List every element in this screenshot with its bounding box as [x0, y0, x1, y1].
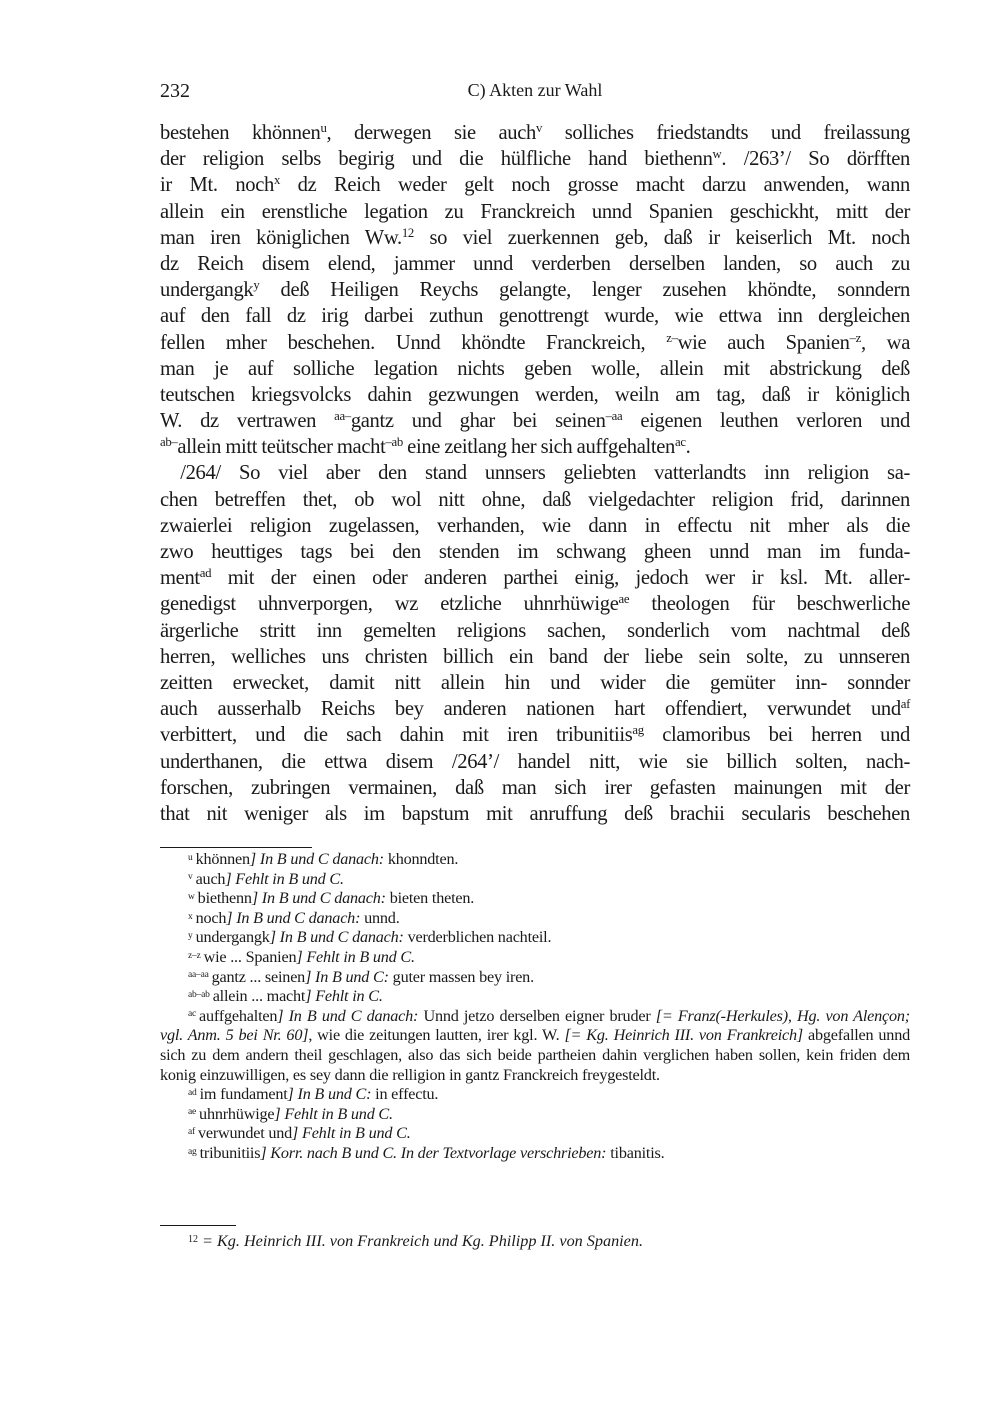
footnote-reference: 12: [401, 225, 414, 240]
footnote-reference: ae: [618, 592, 630, 607]
text-line: genedigst uhnverporgen, wz etzliche uhnrhüwige$^{ae}$ theologen für beschwerliche: [160, 592, 911, 616]
footnote-w: $^w$ biethenn] In B und C danach: bieten theten.: [188, 889, 475, 908]
footnote-ab–ab: $^{ab-ab}$ allein ... macht] Fehlt in C.: [188, 987, 383, 1006]
footnote-rule-numbers: [160, 1225, 236, 1226]
footnote-ad: $^{ad}$ im fundament] In B und C: in effectu.: [188, 1085, 439, 1104]
footnote-ac: $^{ac}$ auffgehalten] In B und C danach: Unnd jetzo derselben eigner bruder [= Franz(-Herkules), Hg. von Alençon; vgl. Anm. 5 bei Nr. 60], wie die zeitungen lautten, irer kgl. W. [= Kg. Heinrich III. von Frankreich] abgefallen unnd sich zu dem andern theil geschlagen, also das sich beide partheien dahin verglichen haben sollen, kein friden dem konig einzuwilligen, es sey dann die relligion in gantz Franckreich freygesteldt.: [160, 1006, 910, 1084]
text-line: auf den fall dz irig darbei zuthun genottrengt wurde, wie ettwa inn dergleichen: [160, 305, 910, 328]
text-line: forschen, zubringen vermainen, daß man sich irer gefasten mainungen mit der: [160, 776, 910, 799]
footnote-ag: $^{ag}$ tribunitiis] Korr. nach B und C. In der Textvorlage verschrieben: tibanitis.: [188, 1143, 665, 1162]
footnote-u: $^u$ khönnen] In B und C danach: khonndten.: [188, 850, 459, 868]
text-line: $^{ab-}$allein mitt teütscher macht$^{-ab}$ eine zeitlang her sich auffgehalten$^{ac}$.: [160, 435, 691, 459]
text-line: auch ausserhalb Reichs bey anderen nationen hart offendiert, verwundet und$^{af}$: [160, 697, 910, 721]
text-line: chen betreffen thet, ob wol nitt ohne, daß vielgedachter religion frid, darinnen: [160, 488, 910, 511]
footnote-mark: w: [188, 891, 195, 902]
footnote-reference: –z: [849, 330, 861, 345]
footnote-12: $^{12}$ = Kg. Heinrich III. von Frankreich und Kg. Philipp II. von Spanien.: [188, 1232, 644, 1250]
footnote-reference: ag: [632, 723, 644, 738]
footnote-reference: w: [712, 147, 722, 162]
footnote-reference: af: [900, 697, 910, 712]
footnote-reference: u: [320, 120, 327, 135]
footnote-mark: af: [188, 1127, 195, 1138]
footnote-mark: ag: [188, 1146, 197, 1157]
text-line: teutschen kriegsvolcks dahin gezwungen werden, weiln am tag, daß ir königlich: [160, 383, 910, 406]
text-line: zwaierlei religion zugelassen, verhanden, wie dann in effectu nit mher als die: [160, 514, 910, 537]
footnote-ae: $^{ae}$ uhnrhüwige] Fehlt in B und C.: [188, 1104, 393, 1123]
text-line: der religion selbs begirig und die hülfliche hand biethenn$^w$. /263’/ So dörfften: [160, 147, 910, 171]
text-line: ment$^{ad}$ mit der einen oder anderen parthei einig, jedoch wer ir ksl. Mt. aller-: [160, 566, 910, 590]
text-line: W. dz vertrawen $^{aa-}$gantz und ghar bei seinen$^{-aa}$ eigenen leuthen verloren und: [160, 409, 910, 433]
text-line: ärgerliche stritt inn gemelten religions sachen, sonderlich vom nachtmal deß: [160, 619, 910, 642]
footnote-reference: ac: [675, 435, 686, 450]
page-number: 232: [160, 80, 190, 102]
text-line: ir Mt. noch$^x$ dz Reich weder gelt noch grosse macht darzu anwenden, wann: [160, 173, 910, 197]
text-line: /264/ So viel aber den stand unnsers geliebten vatterlandts inn religion sa-: [160, 462, 910, 485]
footnote-aa–aa: $^{aa-aa}$ gantz ... seinen] In B und C: guter massen bey iren.: [188, 967, 534, 986]
text-line: zeitten erwecket, damit nitt allein hin und wider die gemüter inn- sonnder: [160, 671, 910, 694]
footnote-reference: aa–: [334, 409, 351, 424]
footnote-af: $^{af}$ verwundet und] Fehlt in B und C.: [188, 1124, 411, 1143]
footnote-rule-letters: [160, 847, 312, 848]
running-title: C) Akten zur Wahl: [467, 80, 603, 100]
text-line: that nit weniger als im bapstum mit anruffung deß brachii secularis beschehen: [160, 802, 910, 825]
footnote-mark: ab–ab: [188, 989, 210, 1000]
footnote-mark: ad: [188, 1087, 197, 1098]
text-line: verbittert, und die sach dahin mit iren tribunitiis$^{ag}$ clamoribus bei herren und: [160, 723, 910, 747]
footnote-mark: aa–aa: [188, 970, 209, 981]
text-line: bestehen khönnen$^u$, derwegen sie auch$^v$ solliches friedstandts und freilassung: [160, 120, 910, 144]
footnote-mark: ac: [188, 1009, 197, 1020]
footnote-reference: –aa: [605, 409, 623, 424]
text-line: underthanen, die ettwa disem /264’/ handel nitt, wie sie billich solten, nach-: [160, 750, 910, 773]
text-line: allein ein erenstliche legation zu Franckreich unnd Spanien geschickht, mitt der: [160, 200, 910, 223]
footnote-mark: y: [188, 931, 193, 942]
footnote-x: $^x$ noch] In B und C danach: unnd.: [188, 908, 400, 927]
footnote-mark: x: [188, 911, 193, 922]
footnote-mark: z–z: [188, 950, 201, 961]
footnote-z–z: $^{z-z}$ wie ... Spanien] Fehlt in B und C.: [188, 947, 415, 966]
footnote-reference: –ab: [385, 435, 403, 450]
text-line: herren, welliches uns christen billich ein band der liebe sein solte, zu unnseren: [160, 645, 910, 668]
text-line: undergangk$^y$ deß Heiligen Reychs gelangte, lenger zusehen khöndte, sonndern: [160, 278, 910, 302]
page-header: [160, 80, 910, 106]
footnote-mark: ae: [188, 1107, 197, 1118]
text-line: dz Reich disem elend, jammer unnd verderben derselben landen, so auch zu: [160, 252, 910, 275]
footnote-reference: ad: [199, 566, 212, 581]
footnote-reference: y: [253, 278, 260, 293]
footnote-y: $^y$ undergangk] In B und C danach: verderblichen nachteil.: [188, 928, 552, 947]
footnote-reference: v: [535, 120, 542, 135]
text-line: man je auf solliche legation nichts geben wolle, allein mit abstrickung deß: [160, 357, 910, 380]
text-line: zwo heuttiges tags bei den stenden im schwang gheen unnd man im funda-: [160, 541, 910, 563]
footnote-v: $^v$ auch] Fehlt in B und C.: [188, 869, 344, 888]
footnote-mark: 12: [188, 1233, 198, 1245]
footnote-mark: u: [188, 852, 193, 863]
text-line: man iren königlichen Ww.$^{12}$ so viel zuerkennen geb, daß ir keiserlich Mt. noch: [160, 225, 910, 249]
text-line: fellen mher beschehen. Unnd khöndte Franckreich, $^{z-}$wie auch Spanien$^{-z}$, wa: [160, 330, 910, 354]
footnote-mark: v: [188, 872, 193, 883]
textual-footnotes: [160, 850, 910, 1164]
main-text-body: [160, 120, 910, 827]
footnote-reference: x: [273, 173, 280, 188]
footnote-reference: ab–: [160, 435, 178, 450]
footnote-reference: z–: [666, 330, 678, 345]
numbered-footnotes: [160, 1231, 643, 1251]
